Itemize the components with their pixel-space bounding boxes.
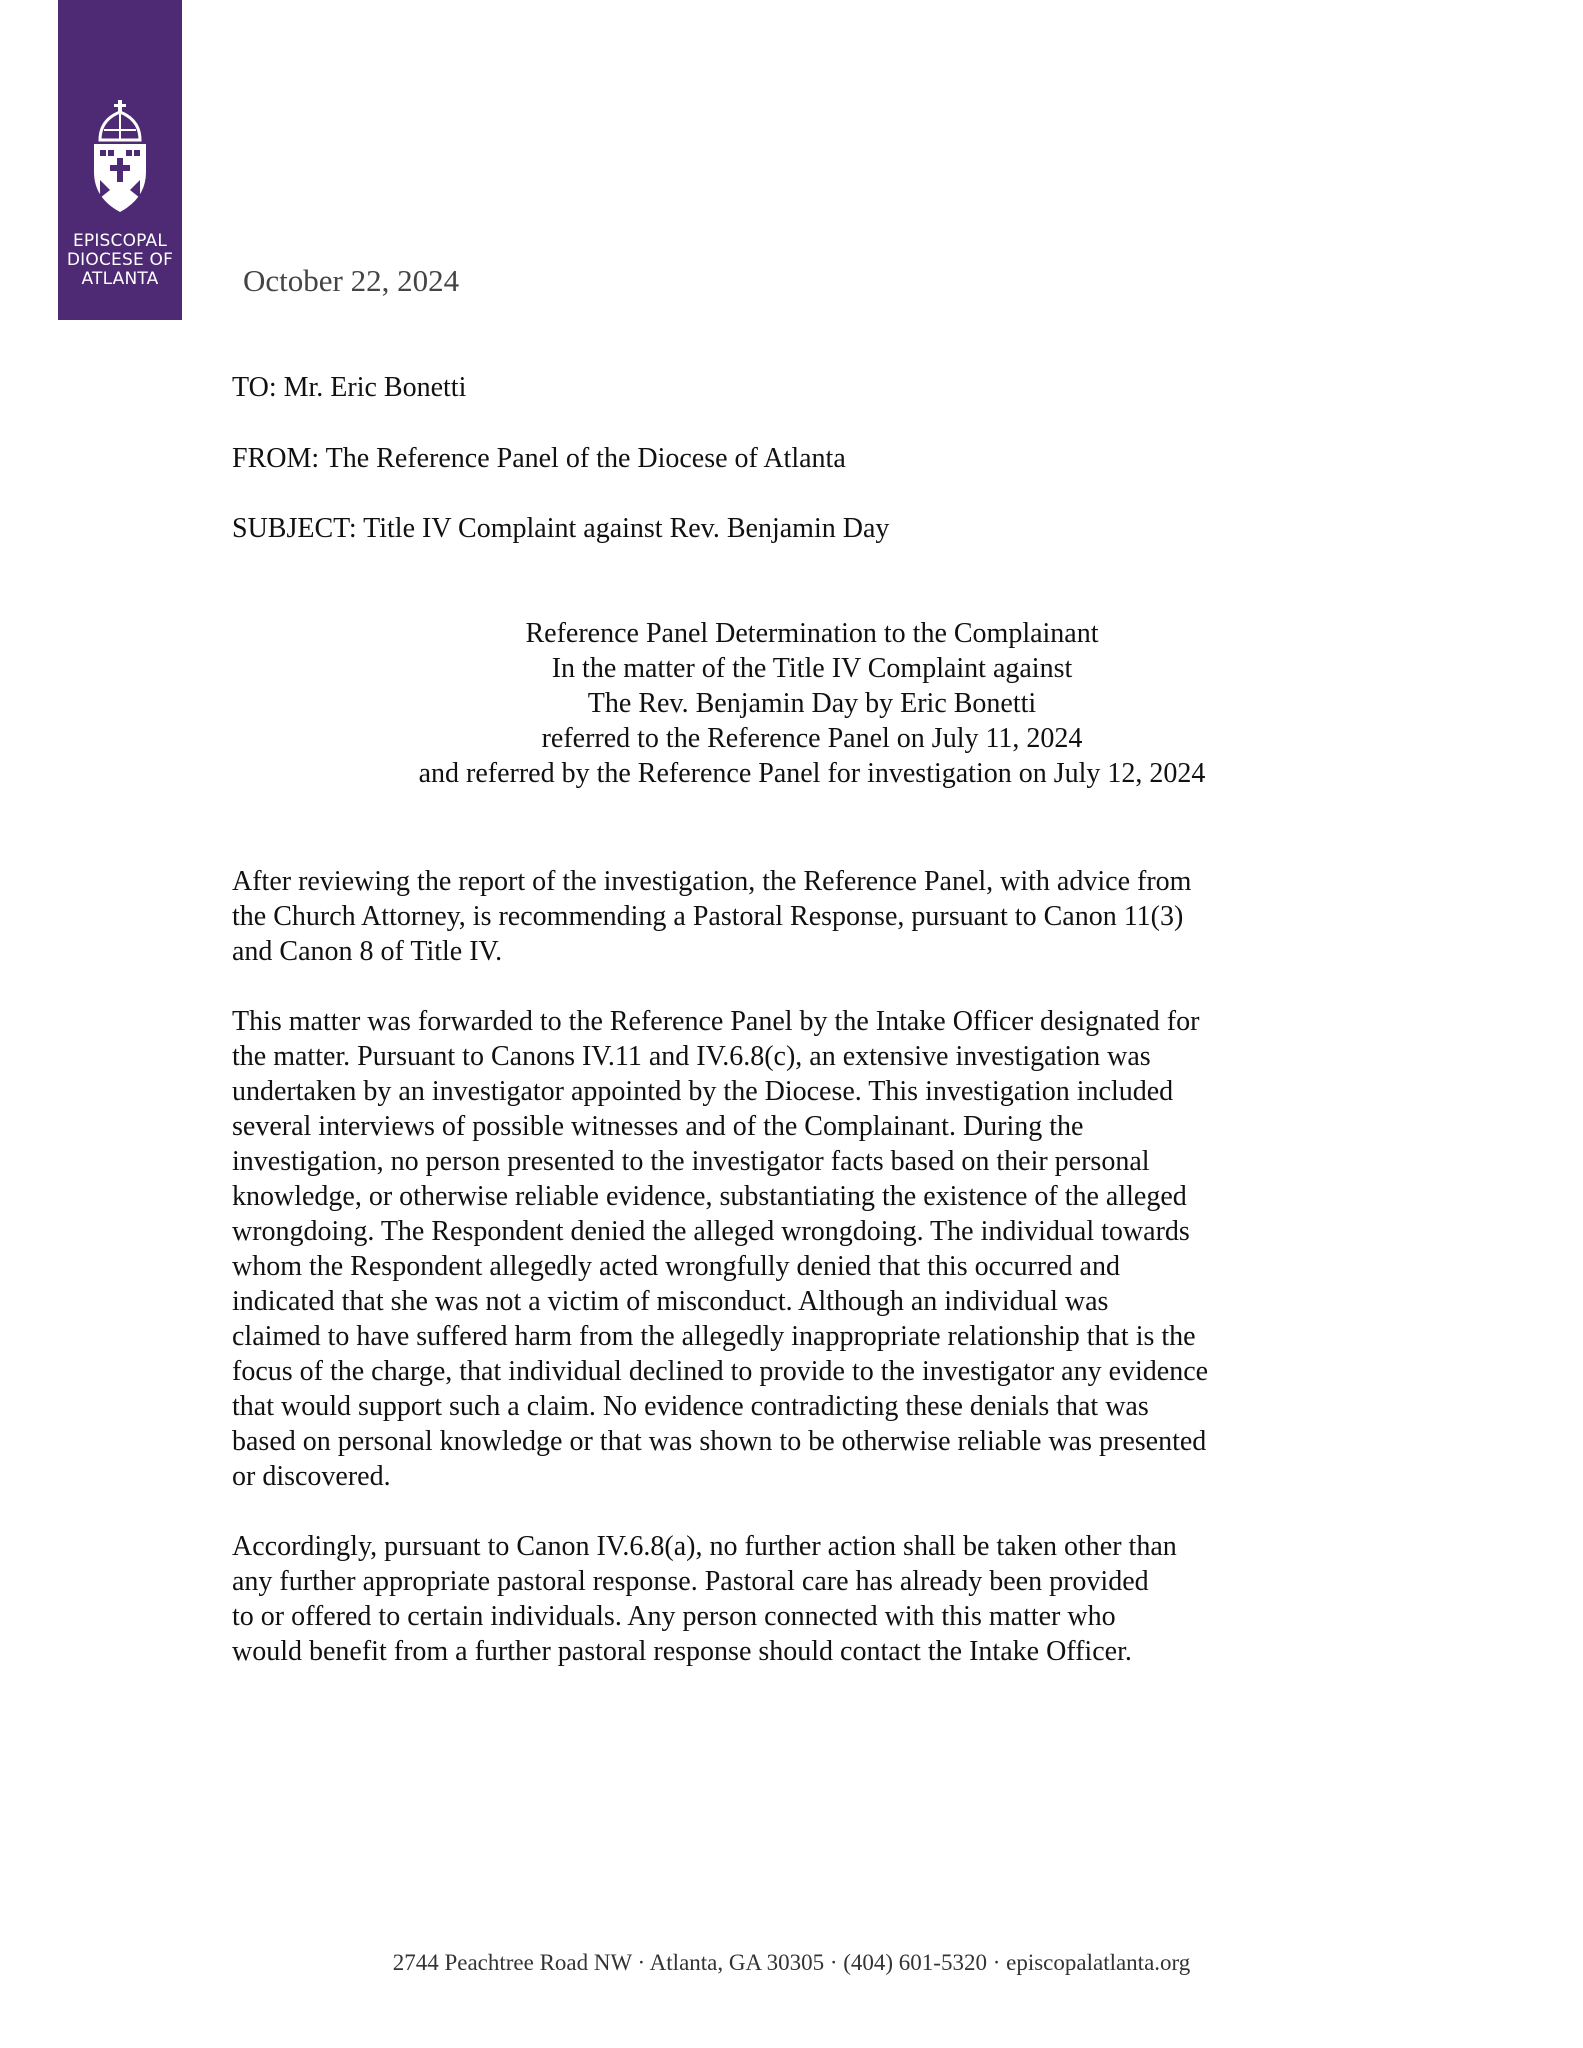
heading-line: and referred by the Reference Panel for investigation on July 12, 2024 bbox=[418, 758, 1206, 789]
diocese-logo bbox=[58, 0, 182, 320]
memo-subject: SUBJECT: Title IV Complaint against Rev. Benjamin Day bbox=[232, 513, 890, 544]
paragraph-line: the matter. Pursuant to Canons IV.11 and IV.6.8(c), an extensive investigation was bbox=[232, 1041, 1151, 1072]
paragraph-line: This matter was forwarded to the Reference Panel by the Intake Officer designated for bbox=[232, 1006, 1200, 1037]
paragraph-line: undertaken by an investigator appointed by the Diocese. This investigation included bbox=[232, 1076, 1174, 1107]
paragraph-line: whom the Respondent allegedly acted wrongfully denied that this occurred and bbox=[232, 1251, 1120, 1282]
diocese-name-line: EPISCOPAL bbox=[72, 231, 168, 251]
paragraph-line: claimed to have suffered harm from the allegedly inappropriate relationship that is the bbox=[232, 1321, 1196, 1352]
paragraph-line: indicated that she was not a victim of misconduct. Although an individual was bbox=[232, 1286, 1109, 1317]
paragraph-line: the Church Attorney, is recommending a Pastoral Response, pursuant to Canon 11(3) bbox=[232, 901, 1184, 932]
paragraph-line: wrongdoing. The Respondent denied the alleged wrongdoing. The individual towards bbox=[232, 1216, 1190, 1247]
memo-to: TO: Mr. Eric Bonetti bbox=[232, 372, 467, 403]
determination-heading bbox=[232, 616, 1392, 791]
paragraph-line: several interviews of possible witnesses and of the Complainant. During the bbox=[232, 1111, 1084, 1142]
paragraph-recommendation bbox=[232, 864, 1191, 969]
heading-line: In the matter of the Title IV Complaint against bbox=[551, 653, 1073, 684]
diocese-name-line: DIOCESE OF bbox=[66, 250, 174, 270]
heading-line: The Rev. Benjamin Day by Eric Bonetti bbox=[587, 688, 1037, 719]
paragraph-line: knowledge, or otherwise reliable evidence, substantiating the existence of the alleged bbox=[232, 1181, 1187, 1212]
paragraph-line: After reviewing the report of the investigation, the Reference Panel, with advice from bbox=[232, 866, 1192, 897]
heading-line: referred to the Reference Panel on July 11, 2024 bbox=[541, 723, 1083, 754]
heading-line: Reference Panel Determination to the Complainant bbox=[525, 618, 1099, 649]
paragraph-line: based on personal knowledge or that was shown to be otherwise reliable was presented bbox=[232, 1426, 1207, 1457]
paragraph-line: and Canon 8 of Title IV. bbox=[232, 936, 503, 967]
letter-date: October 22, 2024 bbox=[243, 263, 460, 298]
footer-contact: 2744 Peachtree Road NW · Atlanta, GA 30305 · (404) 601-5320 · episcopalatlanta.org bbox=[392, 1950, 1191, 1975]
shield-mitre-icon bbox=[86, 100, 154, 216]
diocese-name bbox=[58, 232, 182, 289]
paragraph-line: focus of the charge, that individual declined to provide to the investigator any evidence bbox=[232, 1356, 1209, 1387]
paragraph-line: any further appropriate pastoral response. Pastoral care has already been provided bbox=[232, 1566, 1149, 1597]
paragraph-line: to or offered to certain individuals. Any person connected with this matter who bbox=[232, 1601, 1116, 1632]
paragraph-line: Accordingly, pursuant to Canon IV.6.8(a), no further action shall be taken other than bbox=[232, 1531, 1177, 1562]
memo-from: FROM: The Reference Panel of the Diocese of Atlanta bbox=[232, 443, 846, 474]
paragraph-line: investigation, no person presented to the investigator facts based on their personal bbox=[232, 1146, 1150, 1177]
paragraph-conclusion bbox=[232, 1529, 1177, 1669]
paragraph-line: or discovered. bbox=[232, 1461, 391, 1492]
paragraph-investigation bbox=[232, 1004, 1208, 1494]
paragraph-line: that would support such a claim. No evidence contradicting these denials that was bbox=[232, 1391, 1149, 1422]
diocese-name-line: ATLANTA bbox=[81, 269, 159, 289]
paragraph-line: would benefit from a further pastoral response should contact the Intake Officer. bbox=[232, 1636, 1132, 1667]
